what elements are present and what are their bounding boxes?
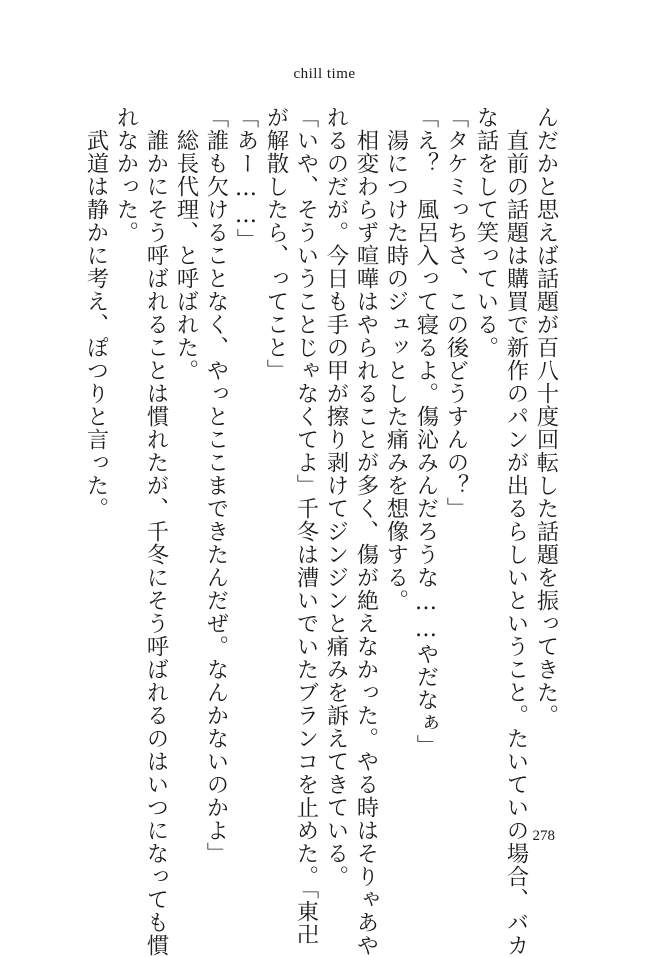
text-line: 「いや、そういうことじゃなくてよ」千冬は漕いでいたブランコを止めた。「東卍 [293, 106, 319, 946]
text-line: 「誰も欠けることなく、やっとここまできたんだぜ。なんかないのかよ」 [203, 106, 229, 865]
text-line: 直前の話題は購買で新作のパンが出るらしいということ。たいていの場合、バカ [503, 106, 529, 957]
page-number: 278 [532, 828, 555, 844]
text-line: 「え？ 風呂入って寝るよ。傷沁みんだろうな……やだなぁ」 [413, 106, 439, 758]
running-header: chill time [293, 66, 356, 82]
text-line: が解散したら、ってこと」 [263, 106, 289, 382]
text-line: 「あー……」 [233, 106, 259, 252]
text-line: 総長代理、と呼ばれた。 [173, 106, 199, 382]
text-line: 「タケミっちさ、この後どうすんの？」 [443, 106, 469, 520]
text-line: れなかった。 [113, 106, 139, 244]
text-line: な話をして笑っている。 [473, 106, 499, 359]
text-line: れるのだが。今日も手の甲が擦り剥けてジンジンと痛みを訴えてきている。 [323, 106, 349, 888]
text-line: 誰かにそう呼ばれることは慣れたが、千冬にそう呼ばれるのはいつになっても慣 [143, 106, 169, 957]
text-line: 武道は静かに考え、ぽつりと言った。 [83, 106, 109, 520]
text-line: 湯につけた時のジュッとした痛みを想像する。 [383, 106, 409, 612]
text-line: 相変わらず喧嘩はやられることが多く、傷が絶えなかった。やる時はそりゃあや [353, 106, 379, 957]
text-line: んだかと思えば話題が百八十度回転した話題を振ってきた。 [533, 106, 559, 727]
